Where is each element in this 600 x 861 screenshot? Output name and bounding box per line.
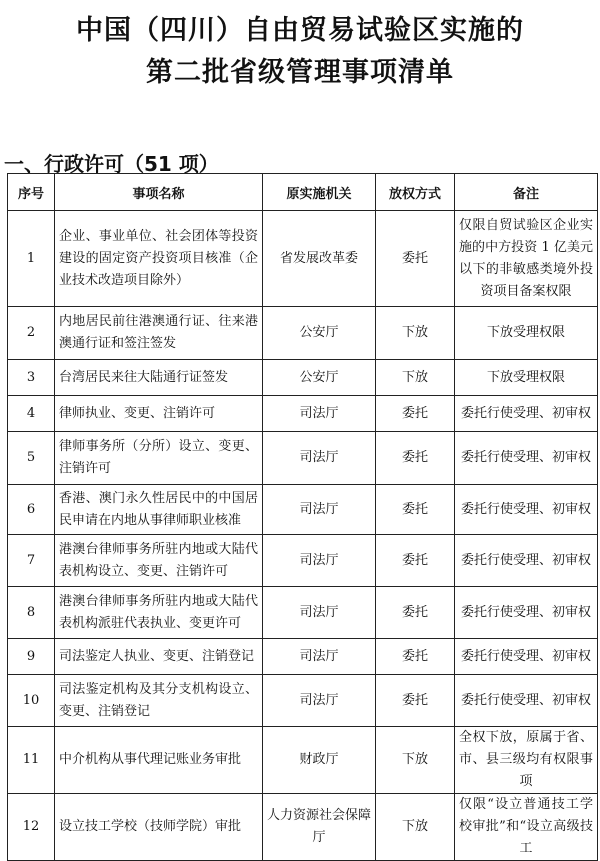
table-row <box>8 396 598 432</box>
cell-mode: 委托 <box>376 587 455 639</box>
header-org: 原实施机关 <box>263 174 376 211</box>
cell-note: 委托行使受理、初审权 <box>455 396 598 432</box>
cell-no: 12 <box>8 794 55 861</box>
cell-name: 台湾居民来往大陆通行证签发 <box>55 360 263 396</box>
cell-no: 9 <box>8 639 55 675</box>
cell-name: 内地居民前往港澳通行证、往来港澳通行证和签注签发 <box>55 307 263 360</box>
cell-org: 司法厅 <box>263 396 376 432</box>
cell-org: 司法厅 <box>263 535 376 587</box>
cell-note: 委托行使受理、初审权 <box>455 587 598 639</box>
cell-mode: 委托 <box>376 485 455 535</box>
cell-org: 司法厅 <box>263 675 376 727</box>
cell-name: 港澳台律师事务所驻内地或大陆代表机构派驻代表执业、变更许可 <box>55 587 263 639</box>
header-note: 备注 <box>455 174 598 211</box>
document-title-line1: 中国（四川）自由贸易试验区实施的 <box>76 15 524 46</box>
cell-note: 委托行使受理、初审权 <box>455 535 598 587</box>
cell-no: 4 <box>8 396 55 432</box>
cell-org: 财政厅 <box>263 727 376 794</box>
cell-no: 5 <box>8 432 55 485</box>
cell-no: 2 <box>8 307 55 360</box>
cell-mode: 委托 <box>376 211 455 307</box>
document-title-line2: 第二批省级管理事项清单 <box>146 57 454 88</box>
cell-mode: 下放 <box>376 360 455 396</box>
cell-note: 下放受理权限 <box>455 307 598 360</box>
table-row <box>8 360 598 396</box>
cell-no: 6 <box>8 485 55 535</box>
header-no: 序号 <box>8 174 55 211</box>
table-row <box>8 727 598 794</box>
cell-mode: 委托 <box>376 535 455 587</box>
cell-no: 10 <box>8 675 55 727</box>
cell-org: 公安厅 <box>263 360 376 396</box>
cell-no: 3 <box>8 360 55 396</box>
table-row <box>8 432 598 485</box>
cell-note: 委托行使受理、初审权 <box>455 485 598 535</box>
cell-org: 公安厅 <box>263 307 376 360</box>
cell-name: 香港、澳门永久性居民中的中国居民申请在内地从事律师职业核准 <box>55 485 263 535</box>
cell-name: 中介机构从事代理记账业务审批 <box>55 727 263 794</box>
cell-no: 1 <box>8 211 55 307</box>
items-table <box>7 173 598 861</box>
cell-name: 律师事务所（分所）设立、变更、注销许可 <box>55 432 263 485</box>
cell-note: 仅限自贸试验区企业实施的中方投资 1 亿美元以下的非敏感类境外投资项目备案权限 <box>455 211 598 307</box>
cell-mode: 委托 <box>376 639 455 675</box>
header-name: 事项名称 <box>55 174 263 211</box>
cell-mode: 下放 <box>376 794 455 861</box>
table-row <box>8 535 598 587</box>
cell-no: 8 <box>8 587 55 639</box>
cell-no: 7 <box>8 535 55 587</box>
cell-note: 委托行使受理、初审权 <box>455 675 598 727</box>
table-row <box>8 485 598 535</box>
cell-org: 司法厅 <box>263 639 376 675</box>
table-row <box>8 639 598 675</box>
cell-note: 委托行使受理、初审权 <box>455 432 598 485</box>
cell-mode: 委托 <box>376 675 455 727</box>
table-row <box>8 794 598 861</box>
table-row <box>8 587 598 639</box>
cell-org: 司法厅 <box>263 485 376 535</box>
header-mode: 放权方式 <box>376 174 455 211</box>
cell-mode: 下放 <box>376 727 455 794</box>
cell-name: 设立技工学校（技师学院）审批 <box>55 794 263 861</box>
cell-org: 司法厅 <box>263 432 376 485</box>
cell-org: 省发展改革委 <box>263 211 376 307</box>
cell-name: 司法鉴定机构及其分支机构设立、变更、注销登记 <box>55 675 263 727</box>
cell-org: 人力资源社会保障厅 <box>263 794 376 861</box>
section-heading: 一、行政许可（51 项） <box>4 152 219 176</box>
cell-note: 委托行使受理、初审权 <box>455 639 598 675</box>
cell-mode: 委托 <box>376 396 455 432</box>
cell-note: 仅限“设立普通技工学校审批”和“设立高级技工 <box>455 794 598 861</box>
table-row <box>8 211 598 307</box>
table-row <box>8 675 598 727</box>
table-header-row <box>8 174 598 211</box>
cell-note: 下放受理权限 <box>455 360 598 396</box>
cell-name: 港澳台律师事务所驻内地或大陆代表机构设立、变更、注销许可 <box>55 535 263 587</box>
cell-name: 企业、事业单位、社会团体等投资建设的固定资产投资项目核准（企业技术改造项目除外） <box>55 211 263 307</box>
cell-name: 律师执业、变更、注销许可 <box>55 396 263 432</box>
cell-mode: 下放 <box>376 307 455 360</box>
cell-name: 司法鉴定人执业、变更、注销登记 <box>55 639 263 675</box>
cell-no: 11 <box>8 727 55 794</box>
cell-mode: 委托 <box>376 432 455 485</box>
cell-note: 全权下放，原属于省、市、县三级均有权限事项 <box>455 727 598 794</box>
cell-org: 司法厅 <box>263 587 376 639</box>
table-row <box>8 307 598 360</box>
